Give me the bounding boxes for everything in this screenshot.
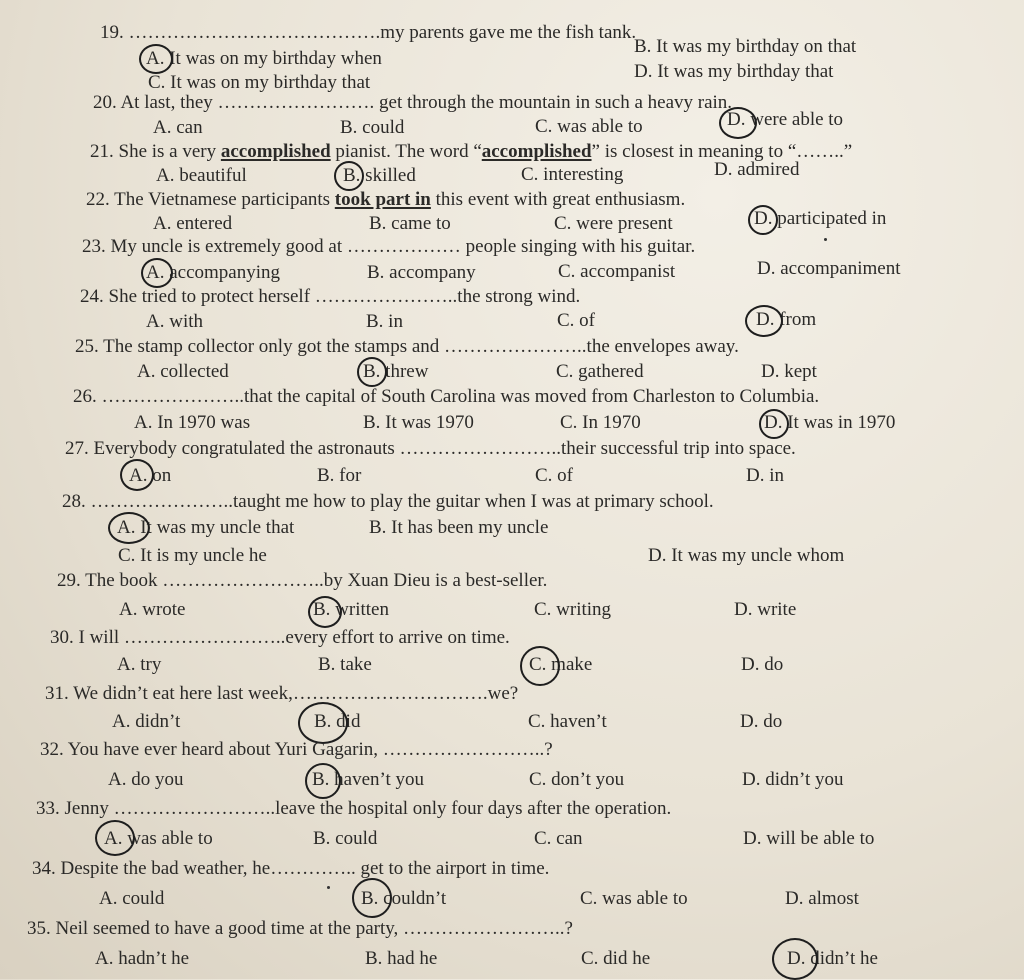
q34-option-d[interactable]: D. almost (785, 888, 859, 909)
question-20-stem: 20. At last, they ……………………. get through the mountain in such a heavy rain. (93, 92, 733, 113)
q28-option-d[interactable]: D. It was my uncle whom (648, 545, 845, 566)
q35-option-d[interactable]: D. didn’t he (787, 948, 878, 969)
q19-option-c[interactable]: C. It was on my birthday that (148, 72, 371, 93)
q23-option-a[interactable]: A. accompanying (146, 262, 281, 283)
q30-option-c[interactable]: C. make (529, 654, 593, 675)
question-34-stem: 34. Despite the bad weather, he………….. get to the airport in time. (32, 858, 550, 879)
q32-option-d[interactable]: D. didn’t you (742, 769, 844, 790)
q33-option-b[interactable]: B. could (313, 828, 378, 849)
question-21-stem: 21. She is a very accomplished pianist. The word “accomplished” is closest in meaning to “……..” (90, 141, 853, 162)
q27-option-a[interactable]: A. on (129, 465, 172, 486)
q35-option-b[interactable]: B. had he (365, 948, 438, 969)
q23-option-b[interactable]: B. accompany (367, 262, 476, 283)
q25-option-c[interactable]: C. gathered (556, 361, 644, 382)
question-23-stem: 23. My uncle is extremely good at ……………… people singing with his guitar. (82, 236, 696, 257)
question-26-stem: 26. …………………..that the capital of South Carolina was moved from Charleston to Columbia. (73, 386, 820, 407)
q34-option-b[interactable]: B. couldn’t (361, 888, 447, 909)
q30-option-d[interactable]: D. do (741, 654, 784, 675)
q29-option-a[interactable]: A. wrote (119, 599, 186, 620)
q32-option-b[interactable]: B. haven’t you (312, 769, 425, 790)
question-25-stem: 25. The stamp collector only got the stamps and …………………..the envelopes away. (75, 336, 739, 357)
q31-option-c[interactable]: C. haven’t (528, 711, 607, 732)
q31-option-b[interactable]: B. did (314, 711, 361, 732)
q21-option-d[interactable]: D. admired (714, 159, 800, 180)
q33-option-d[interactable]: D. will be able to (743, 828, 875, 849)
q32-option-c[interactable]: C. don’t you (529, 769, 625, 790)
question-19-stem: 19. ………………………………….my parents gave me the fish tank. (100, 22, 637, 43)
question-33-stem: 33. Jenny ……………………..leave the hospital only four days after the operation. (36, 798, 672, 819)
question-28-stem: 28. …………………..taught me how to play the guitar when I was at primary school. (62, 491, 714, 512)
q29-option-d[interactable]: D. write (734, 599, 797, 620)
q19-option-b[interactable]: B. It was my birthday on that (634, 36, 857, 57)
q21-option-a[interactable]: A. beautiful (156, 165, 247, 186)
q24-option-b[interactable]: B. in (366, 311, 403, 332)
question-29-stem: 29. The book ……………………..by Xuan Dieu is a best-seller. (57, 570, 548, 591)
q34-option-c[interactable]: C. was able to (580, 888, 688, 909)
q23-option-d[interactable]: D. accompaniment (757, 258, 901, 279)
q31-option-d[interactable]: D. do (740, 711, 783, 732)
q20-option-d[interactable]: D. were able to (727, 109, 844, 130)
q26-option-b[interactable]: B. It was 1970 (363, 412, 474, 433)
q35-option-a[interactable]: A. hadn’t he (95, 948, 190, 969)
q26-option-c[interactable]: C. In 1970 (560, 412, 641, 433)
q29-option-b[interactable]: B. written (313, 599, 389, 620)
q22-option-d[interactable]: D. participated in (754, 208, 887, 229)
q25-option-d[interactable]: D. kept (761, 361, 817, 382)
q26-option-d[interactable]: D. It was in 1970 (764, 412, 896, 433)
q27-option-b[interactable]: B. for (317, 465, 362, 486)
question-22-stem: 22. The Vietnamese participants took part in this event with great enthusiasm. (86, 189, 686, 210)
q32-option-a[interactable]: A. do you (108, 769, 184, 790)
q35-option-c[interactable]: C. did he (581, 948, 651, 969)
q27-option-c[interactable]: C. of (535, 465, 573, 486)
q19-option-d[interactable]: D. It was my birthday that (634, 61, 834, 82)
question-32-stem: 32. You have ever heard about Yuri Gagarin, ……………………..? (40, 739, 553, 760)
q24-option-d[interactable]: D. from (756, 309, 817, 330)
q29-option-c[interactable]: C. writing (534, 599, 612, 620)
q19-option-a[interactable]: A. It was on my birthday when (146, 48, 382, 69)
q26-option-a[interactable]: A. In 1970 was (134, 412, 251, 433)
q24-option-c[interactable]: C. of (557, 310, 595, 331)
q25-option-a[interactable]: A. collected (137, 361, 229, 382)
q20-option-b[interactable]: B. could (340, 117, 405, 138)
question-35-stem: 35. Neil seemed to have a good time at the party, ……………………..? (27, 918, 573, 939)
q33-option-a[interactable]: A. was able to (104, 828, 213, 849)
q30-option-a[interactable]: A. try (117, 654, 162, 675)
q24-option-a[interactable]: A. with (146, 311, 203, 332)
q30-option-b[interactable]: B. take (318, 654, 372, 675)
q22-option-a[interactable]: A. entered (153, 213, 233, 234)
question-27-stem: 27. Everybody congratulated the astronauts ……………………..their successful trip into space. (65, 438, 796, 459)
q21-option-b[interactable]: B. skilled (343, 165, 416, 186)
q25-option-b[interactable]: B. threw (363, 361, 429, 382)
q22-option-c[interactable]: C. were present (554, 213, 673, 234)
q33-option-c[interactable]: C. can (534, 828, 583, 849)
q34-option-a[interactable]: A. could (99, 888, 165, 909)
q20-option-c[interactable]: C. was able to (535, 116, 643, 137)
q22-option-b[interactable]: B. came to (369, 213, 451, 234)
q23-option-c[interactable]: C. accompanist (558, 261, 676, 282)
q31-option-a[interactable]: A. didn’t (112, 711, 181, 732)
q27-option-d[interactable]: D. in (746, 465, 784, 486)
speck (327, 886, 330, 889)
q20-option-a[interactable]: A. can (153, 117, 203, 138)
question-30-stem: 30. I will ……………………..every effort to arrive on time. (50, 627, 510, 648)
q28-option-b[interactable]: B. It has been my uncle (369, 517, 549, 538)
q28-option-a[interactable]: A. It was my uncle that (117, 517, 295, 538)
question-31-stem: 31. We didn’t eat here last week,………………………….we? (45, 683, 519, 704)
question-24-stem: 24. She tried to protect herself …………………..the strong wind. (80, 286, 581, 307)
q28-option-c[interactable]: C. It is my uncle he (118, 545, 267, 566)
speck (824, 238, 827, 241)
q21-option-c[interactable]: C. interesting (521, 164, 624, 185)
